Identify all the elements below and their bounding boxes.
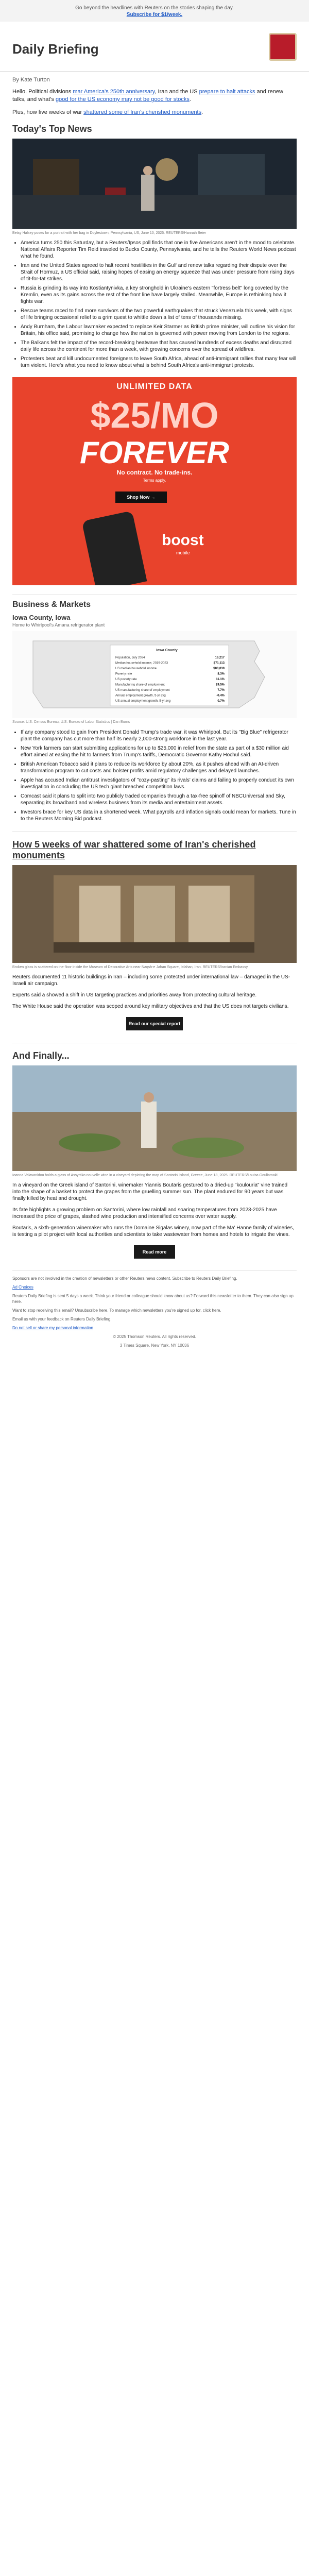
monuments-link[interactable]: shattered some of Iran's cherished monuments — [83, 109, 202, 115]
footer-unsubscribe: Want to stop receiving this email? Unsubscribe here. To manage which newsletters you're signed up for, click here. — [12, 1308, 221, 1313]
iran-paragraph: Experts said a showed a shift in US targeting practices and priorities away from protecting cultural heritage. — [12, 992, 257, 998]
night-street-image — [12, 139, 297, 229]
list-item[interactable]: • Apple has accused Indian antitrust investigators of "cozy-pasting" its rivals' claims and failing to properly conduct its own investigation in concluding the US tech giant breached competition laws. — [21, 777, 297, 790]
iran-talks-link[interactable]: prepare to halt attacks — [199, 89, 255, 95]
subscribe-link[interactable]: Subscribe for $1/week. — [126, 12, 183, 18]
chart-source: Source: U.S. Census Bureau, U.S. Bureau of Labor Statistics | Dan Burns — [12, 720, 130, 724]
chart-heading: Iowa County — [156, 649, 178, 652]
top-news-caption: Betsy Halsey poses for a portrait with her bag in Doylestown, Pennsylvania, US, June 10, 2025. REUTERS/Hannah Beier — [12, 231, 207, 235]
chart-category-label: US poverty rate — [115, 678, 137, 681]
iowa-map-svg — [12, 631, 297, 718]
ad-forever: FOREVER — [79, 435, 230, 470]
anniversary-link[interactable]: mar America's 250th anniversary — [73, 89, 155, 95]
author-byline: By Kate Turton — [12, 77, 50, 83]
topbar — [0, 0, 309, 22]
list-item[interactable]: • Russia is grinding its way into Kostiantynivka, a key stronghold in Ukraine's eastern "fortress belt" long coveted by the Kremlin, even as its gains across the rest of the front line have largely stalled. Meanwhile, Europe is rethinking how it fights war. — [21, 285, 297, 305]
list-item[interactable]: • America turns 250 this Saturday, but a Reuters/Ipsos poll finds that one in five Americans aren't in the mood to celebrate. National Affairs Reporter Tim Reid traveled to Bucks County, Pennsylvania, and he tells the Reuters World News podcast what he found. — [21, 240, 297, 260]
iowa-chart — [12, 631, 297, 718]
intro-text: , Iran and the US — [154, 89, 199, 95]
ad-terms: Terms apply. — [143, 478, 166, 483]
iran-paragraph: The White House said the operation was scoped around key military objectives and that the US does not targets civilians. — [12, 1004, 289, 1009]
intro-text: and renew talks, and what's — [12, 89, 283, 103]
privacy-link[interactable]: Do not sell or share my personal information — [12, 1326, 93, 1330]
chart-title: Iowa County, Iowa — [12, 614, 71, 621]
chart-value-label: 11.1% — [216, 678, 225, 681]
top-news-title: Today's Top News — [12, 124, 92, 134]
footer-sponsor: Sponsors are not involved in the creation of newsletters or other Reuters news content. Subscribe to Reuters Daily Briefing. — [12, 1276, 237, 1281]
shop-now-button[interactable]: Shop Now → — [115, 492, 167, 503]
list-item[interactable]: • New York farmers can start submitting applications for up to $25,000 in relief from the state as part of a $30 million aid effort aimed at easing the hit to farmers from Trump's tariffs, Democratic Governor Kathy Hochul said. — [21, 745, 297, 758]
intro-paragraph-1 — [12, 88, 297, 104]
chart-value-label: 0.7% — [217, 700, 225, 703]
top-news-photo[interactable] — [12, 139, 297, 229]
list-item[interactable]: • Rescue teams raced to find more survivors of the two powerful earthquakes that struck Venezuela this week, with signs of life bringing occasional relief to a grim quest to whittle down a list of tens of thousands missing. — [21, 308, 297, 321]
business-list — [0, 729, 309, 822]
chart-value-label: -0.4% — [216, 694, 225, 698]
chart-value-label: 29.5% — [215, 683, 225, 687]
chart-subtitle: Home to Whirlpool's Amana refrigerator plant — [12, 622, 105, 628]
chart-value-label: 7.7% — [217, 689, 225, 692]
iran-photo[interactable] — [12, 865, 297, 963]
chart-category-label: Poverty rate — [115, 672, 132, 676]
intro-text: Plus, how five weeks of war — [12, 109, 84, 115]
read-special-report-button[interactable]: Read our special report — [126, 1017, 183, 1030]
chart-category-label: Median household income, 2019-2023 — [115, 662, 168, 665]
boost-mobile-ad[interactable] — [12, 377, 297, 585]
topbar-text: Go beyond the headlines with Reuters on the stories shaping the day. — [75, 5, 234, 11]
chart-value-label: $71,113 — [213, 662, 225, 665]
page-title: Daily Briefing — [12, 41, 99, 57]
finally-title: And Finally... — [12, 1050, 70, 1061]
economy-link[interactable]: good for the US economy may not be good for stocks — [56, 96, 190, 103]
museum-image — [12, 865, 297, 963]
read-more-button[interactable]: Read more — [134, 1245, 175, 1259]
header — [0, 22, 309, 72]
iran-paragraph: Reuters documented 11 historic buildings in Iran – including some protected under international law – damaged in the US-Israeli air campaign. — [12, 974, 290, 987]
chart-category-label: Manufacturing share of employment — [115, 683, 165, 687]
finally-photo[interactable] — [12, 1065, 297, 1171]
iran-caption: Broken glass is scattered on the floor inside the Museum of Decorative Arts near Naqsh-e Jahan Square, Isfahan, Iran. REUTERS/Iranian Embassy — [12, 965, 248, 969]
intro-text: Hello. Political divisions — [12, 89, 73, 95]
footer-address: 3 Times Square, New York, NY 10036 — [119, 1343, 190, 1348]
list-item[interactable]: • Protesters beat and kill undocumented foreigners to leave South Africa, ahead of anti-immigrant rallies that many fear will turn violent. Here's what you need to know about what is behind South Africa's anti-immigrant protests. — [21, 355, 297, 369]
chart-value-label: 16,217 — [215, 656, 225, 659]
ad-tag: UNLIMITED DATA — [116, 382, 193, 391]
phone-image — [82, 511, 147, 585]
list-item[interactable]: • British American Tobacco said it plans to reduce its workforce by about 20%, as it pushes ahead with an AI-driven transformation program to cut costs and bolster profits amid regulatory challenges and delayed launches. — [21, 761, 297, 774]
ad-price: $25/MO — [90, 395, 219, 435]
ad-choices-link[interactable]: Ad Choices — [12, 1285, 33, 1290]
footer-feedback: Email us with your feedback on Reuters Daily Briefing. — [12, 1317, 112, 1321]
chart-category-label: Annual employment growth, 5-yr avg — [115, 694, 166, 698]
chart-category-label: US median household income — [115, 667, 157, 670]
finally-caption: Ioanna Valavanidou holds a glass of Assyrtiko nouvelle wine in a vineyard depicting the map of Santorini island, Greece, June 18, 2025. REUTERS/Louisa Gouliamaki — [12, 1174, 278, 1177]
chart-value-label: 8.3% — [217, 672, 225, 676]
intro-text: . — [201, 109, 203, 115]
chart-value-label: $80,030 — [213, 667, 225, 670]
chart-category-label: Population, July 2024 — [115, 656, 145, 659]
briefing-logo — [269, 33, 297, 61]
list-item[interactable]: • Investors brace for key US data in a shortened week. What payrolls and inflation signals could mean for markets. Tune in to the Reuters Morning Bid podcast. — [21, 809, 297, 822]
list-item[interactable]: • Iran and the United States agreed to halt recent hostilities in the Gulf and renew talks regarding their dispute over the Strait of Hormuz, a US official said, raising hopes of easing an energy squeeze that was under pressure from rising days of tit-for-tat strikes. — [21, 262, 297, 282]
list-item[interactable]: • Comcast said it plans to split into two publicly traded companies through a tax-free spinoff of NBCUniversal and Sky, separating its broadband and wireless business from its media and entertainment assets. — [21, 793, 297, 806]
ad-brand-sub: mobile — [176, 550, 190, 555]
finally-paragraph: Its fate highlights a growing problem on Santorini, where low rainfall and soaring temperatures from 2023-2025 have increased the price of grapes, slashed wine production and intensified concerns over water supply. — [12, 1207, 277, 1219]
finally-paragraph: In a vineyard on the Greek island of Santorini, winemaker Yiannis Boutaris gestured to a dried-up "koulouria" vine trained into the shape of a basket to protect the grapes from the gruelling summer sun. The plant endured for 90 years but was finally killed by heat and drought. — [12, 1182, 288, 1201]
intro — [0, 88, 309, 116]
footer-forward: Reuters Daily Briefing is sent 5 days a week. Think your friend or colleague should know about us? Forward this newsletter to them. They can also sign up here. — [12, 1294, 294, 1304]
top-news-list — [0, 240, 309, 369]
list-item[interactable]: • If any company stood to gain from President Donald Trump's trade war, it was Whirlpool. But its "Big Blue" refrigerator plant the company has cut more than half its nearly 2,000-strong workforce in the last year. — [21, 729, 297, 742]
ad-no-contract: No contract. No trade-ins. — [116, 469, 193, 476]
ad-brand: boost — [162, 532, 204, 549]
footer-copyright: © 2025 Thomson Reuters. All rights reserved. — [113, 1334, 196, 1339]
footer — [0, 1270, 309, 1348]
business-title: Business & Markets — [12, 600, 91, 609]
list-item[interactable]: • Andy Burnham, the Labour lawmaker expected to replace Keir Starmer as British prime minister, will outline his vision for Britain, his office said, promising to change how the nation is governed with power moving from London to the regions. — [21, 324, 297, 337]
iran-title[interactable]: How 5 weeks of war shattered some of Iran's cherished monuments — [12, 839, 256, 860]
vineyard-image — [12, 1065, 297, 1171]
finally-paragraph: Boutaris, a sixth-generation winemaker who runs the Domaine Sigalas winery, now part of the Ma' Hanne family of wineries, is testing a pilot project with local authorities and scientists to take wastewater from homes and hotels to irrigate the vines. — [12, 1225, 294, 1238]
list-item[interactable]: • The Balkans felt the impact of the record-breaking heatwave that has caused hundreds of excess deaths and disrupted daily life across the continent for more than a week, with growing concerns over the spread of wildfires. — [21, 340, 297, 353]
chart-category-label: US manufacturing share of employment — [115, 689, 170, 692]
intro-paragraph-2 — [12, 109, 297, 116]
chart-category-label: US annual employment growth, 5-yr avg — [115, 700, 171, 703]
intro-text: . — [189, 96, 191, 103]
